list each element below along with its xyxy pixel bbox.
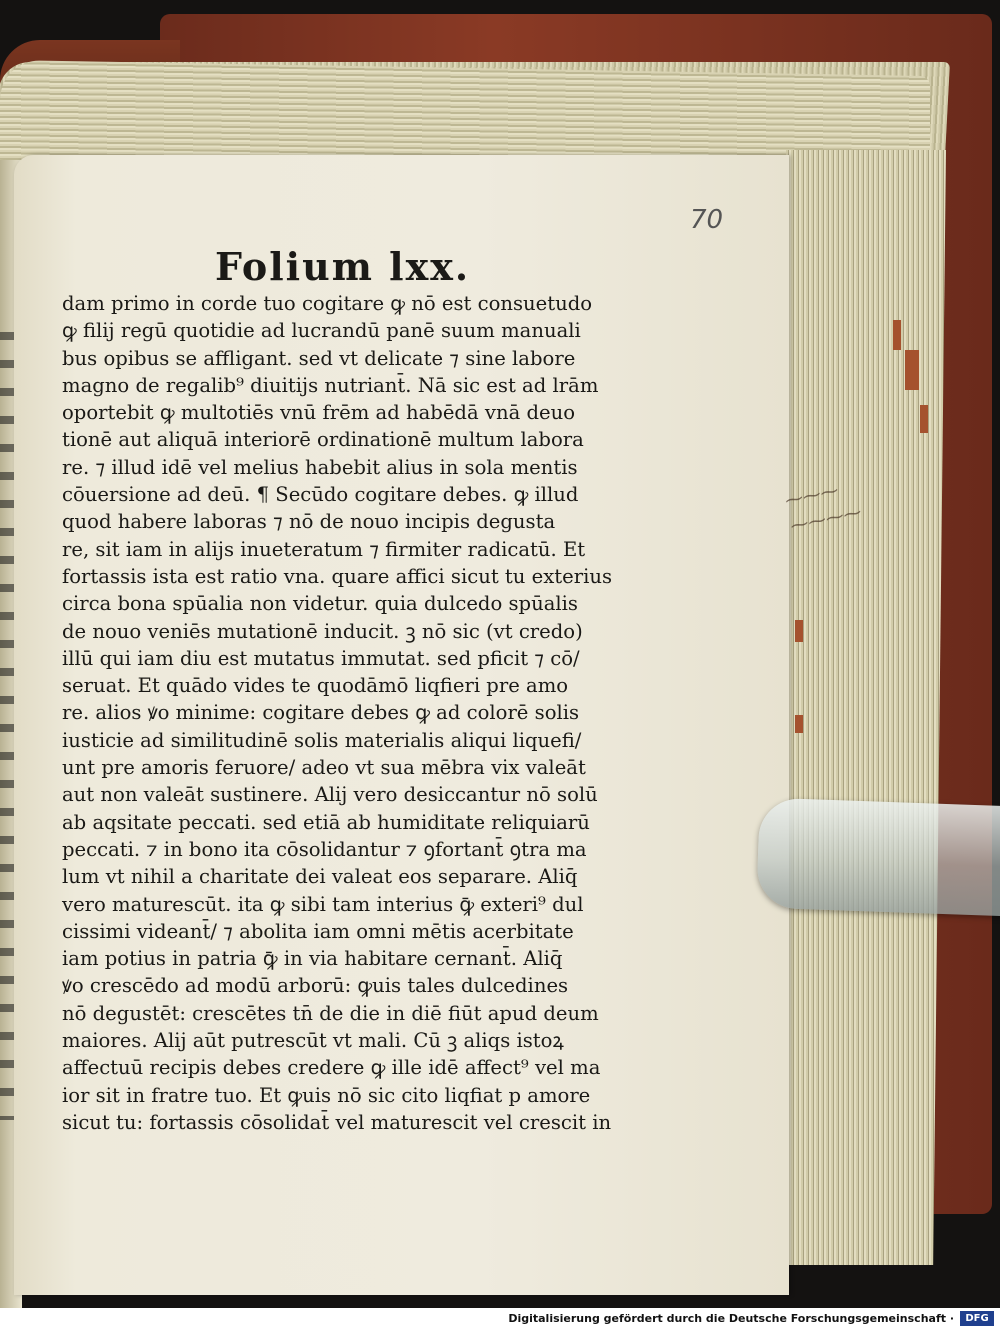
text-line: aut non valeāt sustinere. Alij vero desiccantur nō solū (62, 783, 598, 807)
text-line: dam primo in corde tuo cogitare ꝙ nō est consuetudo (62, 292, 593, 315)
text-line: re. alios ꝟo minime: cogitare debes ꝙ ad colorē solis (62, 701, 580, 725)
text-line: maiores. Alij aūt putrescūt vt mali. Cū ꝫ aliqs istoꝝ (62, 1029, 564, 1053)
text-line: de nouo veniēs mutationē inducit. ꝫ nō sic (vt credo) (62, 619, 583, 643)
text-line: ab aqsitate peccati. sed etiā ab humiditate reliquiarū (62, 810, 590, 834)
text-line: tionē aut aliquā interiorē ordinationē multum labora (62, 428, 584, 452)
text-line: cōuersione ad deū. ¶ Secūdo cogitare debes. ꝙ illud (62, 483, 579, 507)
text-line: lum vt nihil a charitate dei valeat eos separare. Aliq̄ (62, 865, 578, 889)
fore-edge-tab (795, 715, 803, 733)
glass-page-weight (756, 797, 1000, 916)
text-line: re. ⁊ illud idē vel melius habebit alius in sola mentis (62, 455, 578, 479)
footer-bar (0, 1308, 1000, 1330)
text-line: oportebit ꝙ multotiēs vnū frēm ad habēdā vnā deuo (62, 401, 576, 425)
text-line: seruat. Et quādo vides te quodāmō liqfieri pre amo (62, 674, 569, 698)
text-line: fortassis ista est ratio vna. quare affici sicut tu exterius (62, 564, 613, 588)
fore-edge-tab (893, 320, 901, 350)
text-line: peccati. ⁊ in bono ita cōsolidantur ⁊ ꝯfortant̄ ꝯtra ma (62, 837, 587, 861)
body-text (62, 290, 613, 1136)
fore-edge-tab (795, 620, 803, 642)
folio-number: 70 (690, 205, 724, 235)
funding-credit: Digitalisierung gefördert durch die Deutsche Forschungsgemeinschaft · (508, 1312, 954, 1325)
text-line: re, sit iam in alijs inueteratum ⁊ firmiter radicatū. Et (62, 537, 586, 561)
text-line: sicut tu: fortassis cōsolidat̄ vel maturescit vel crescit in (62, 1110, 612, 1134)
page-fore-edge (786, 150, 946, 1265)
dfg-logo: DFG (960, 1311, 994, 1326)
text-line: nō degustēt: crescētes tn̄ de die in diē fiūt apud deum (62, 1001, 599, 1025)
text-line: ꝙ filij regū quotidie ad lucrandū panē suum manuali (62, 319, 581, 343)
text-line: circa bona spūalia non videtur. quia dulcedo spūalis (62, 592, 578, 616)
page-heading: Folium lxx. (215, 244, 471, 289)
text-line: cissimi videant̄/ ⁊ abolita iam omni mētis acerbitate (62, 919, 574, 943)
text-line: unt pre amoris feruore/ adeo vt sua mēbra vix valeāt (62, 756, 586, 780)
text-line: ior sit in fratre tuo. Et ꝙuis nō sic cito liqfiat p amore (62, 1083, 591, 1107)
text-line: quod habere laboras ⁊ nō de nouo incipis degusta (62, 510, 556, 534)
marginal-annotation-mark: ⁓⁓⁓ ⁓⁓⁓⁓ (783, 479, 864, 538)
text-line: ꝟo crescēdo ad modū arborū: ꝙuis tales dulcedines (62, 974, 569, 998)
text-line: vero maturescūt. ita ꝙ sibi tam interius ꝙ̄ exteri⁹ dul (62, 892, 584, 916)
text-line: iam potius in patria ꝙ̄ in via habitare cernant̄. Aliq̄ (62, 947, 563, 971)
fore-edge-tab (920, 405, 928, 433)
fore-edge-tab (905, 350, 919, 390)
text-line: affectuū recipis debes credere ꝙ ille idē affect⁹ vel ma (62, 1056, 601, 1080)
text-line: illū qui iam diu est mutatus immutat. sed pficit ⁊ cō/ (62, 646, 580, 670)
text-line: magno de regalib⁹ diuitijs nutriant̄. Nā sic est ad lrām (62, 373, 599, 397)
text-line: bus opibus se affligant. sed vt delicate ⁊ sine labore (62, 346, 576, 370)
text-line: iusticie ad similitudinē solis materialis aliqui liquefi/ (62, 728, 582, 752)
